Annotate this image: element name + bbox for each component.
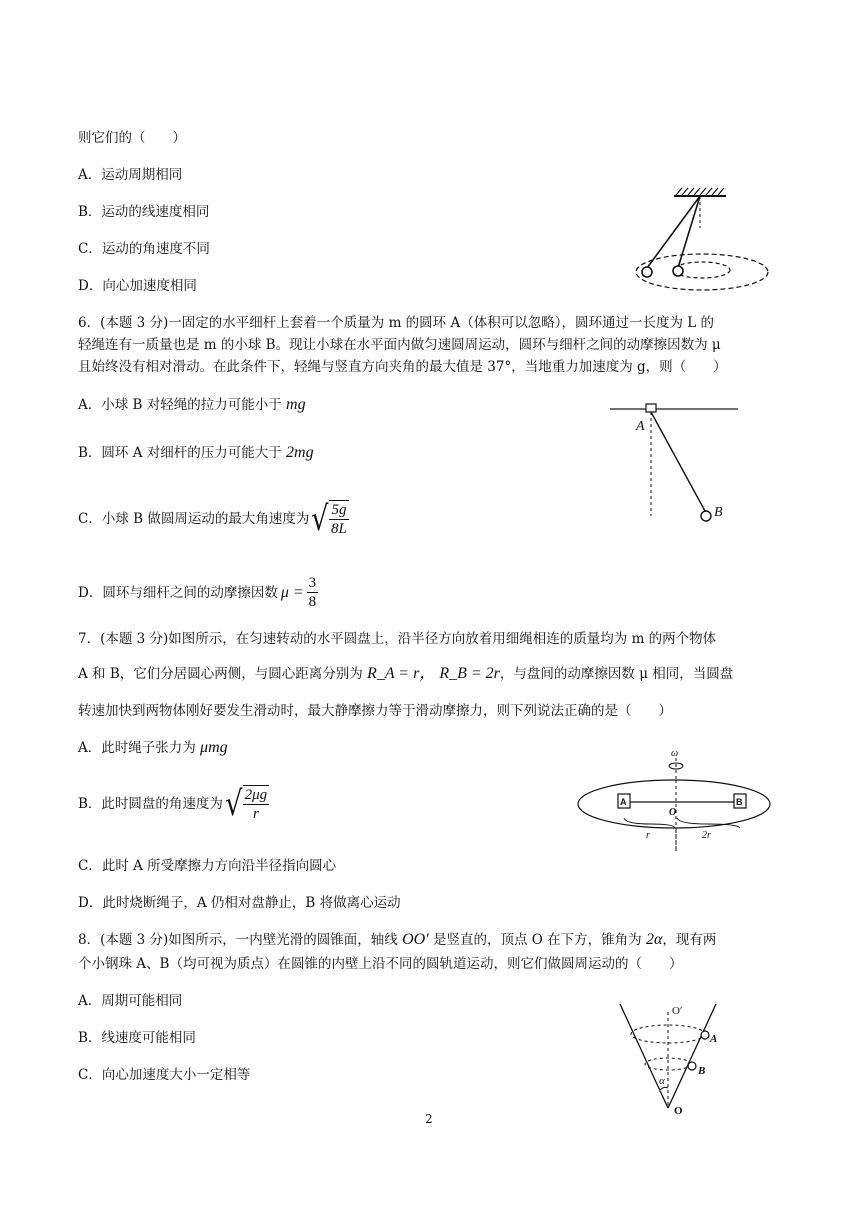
q8-fig-oprime: O′	[672, 1005, 683, 1017]
q6-option-c-den: 8L	[331, 521, 347, 537]
q5-option-d: D．向心加速度相同	[78, 278, 197, 294]
q6-option-d-mu: μ =	[280, 583, 304, 601]
q8-cone-figure	[612, 1005, 732, 1118]
q8-fig-alpha: α	[659, 1075, 665, 1087]
q5-option-c: C．运动的角速度不同	[78, 241, 210, 257]
q7-stem-line2b: ，与盘间的动摩擦因数 μ 相同，当圆盘	[499, 666, 734, 682]
q7-stem-line2-math: R_A = r， R_B = 2r	[367, 665, 500, 682]
q6-stem-line1: 6．(本题 3 分)一固定的水平细杆上套着一个质量为 m 的圆环 A（体积可以忽略），圆环通过一长度为 L 的	[78, 315, 715, 331]
q5-option-b: B．运动的线速度相同	[78, 204, 210, 220]
q8-option-b: B．线速度可能相同	[78, 1030, 196, 1046]
q7-option-a-math: μmg	[200, 739, 228, 756]
q6-fig-label-b: B	[714, 505, 723, 520]
q6-option-a-text: A．小球 B 对轻绳的拉力可能小于	[78, 397, 287, 413]
q6-fig-label-a: A	[636, 419, 645, 434]
q8-stem-line2: 个小钢珠 A、B（均可视为质点）在圆锥的内壁上沿不同的圆轨道运动，则它们做圆周运动的（ ）	[78, 956, 683, 972]
q8-fig-o: O	[674, 1105, 683, 1117]
q6-option-d-den: 8	[308, 594, 317, 610]
q6-option-b	[78, 444, 314, 462]
q7-option-b-den: r	[252, 806, 259, 822]
q8-stem-line1b: 是竖直的，顶点 O 在下方，锥角为	[428, 932, 646, 948]
q6-option-c	[78, 500, 349, 538]
q6-option-a	[78, 396, 306, 414]
q7-option-c: C．此时 A 所受摩擦力方向沿半径指向圆心	[78, 858, 337, 874]
q7-rotating-disk-figure	[574, 740, 774, 852]
q8-stem-line1a: 8．(本题 3 分)如图所示，一内壁光滑的圆锥面，轴线	[78, 932, 403, 948]
q7-option-d: D．此时烧断绳子，A 仍相对盘静止，B 将做离心运动	[78, 895, 401, 911]
q6-option-d-text: D．圆环与细杆之间的动摩擦因数	[78, 584, 278, 601]
q7-option-a	[78, 739, 228, 757]
q7-fig-b: B	[736, 797, 743, 807]
q8-option-a: A．周期可能相同	[78, 993, 183, 1009]
q7-fig-r: r	[646, 830, 650, 841]
q6-stem-line2: 轻绳连有一质量也是 m 的小球 B。现让小球在水平面内做匀速圆周运动，圆环与细杆之间的动摩擦因数为 μ	[78, 337, 721, 353]
q8-fig-b: B	[698, 1065, 706, 1077]
q7-option-b-num: 2μg	[244, 787, 268, 803]
q7-stem-line1: 7．(本题 3 分)如图所示，在匀速转动的水平圆盘上，沿半径方向放着用细绳相连的质量均为 m 的两个物体	[78, 631, 717, 647]
q7-stem-line2a: A 和 B，它们分居圆心两侧，与圆心距离分别为	[78, 666, 368, 682]
q6-stem-line3: 且始终没有相对滑动。在此条件下，轻绳与竖直方向夹角的最大值是 37°，当地重力加速度为 g，则（ ）	[78, 359, 727, 375]
q7-fig-a: A	[620, 797, 627, 807]
q7-option-a-text: A．此时绳子张力为	[78, 740, 201, 756]
q5-tail: 则它们的（ ）	[78, 130, 186, 146]
q8-fig-a: A	[710, 1033, 718, 1045]
q8-stem-line1	[78, 931, 716, 949]
q7-stem-line2	[78, 665, 733, 683]
q6-option-c-num: 5g	[329, 501, 349, 520]
q6-option-c-text: C．小球 B 做圆周运动的最大角速度为	[78, 511, 310, 527]
q6-option-b-math: 2mg	[286, 444, 314, 461]
q6-option-d	[78, 574, 318, 611]
q6-option-c-sqrt: √ $\frac{5g}{8L}$	[311, 499, 347, 539]
q7-fig-2r: 2r	[702, 830, 711, 841]
q5-conical-pendulum-figure	[630, 186, 780, 298]
q7-option-b-sqrt: √ $\frac{2\mu g}{r}$	[225, 784, 268, 824]
q8-stem-line1c: ，现有两	[662, 932, 717, 948]
q6-option-d-num: 3	[308, 575, 317, 591]
q7-fig-o: O	[669, 807, 677, 818]
q5-option-a: A．运动周期相同	[78, 167, 183, 183]
q7-fig-omega: ω	[671, 748, 679, 759]
q8-stem-line1-math: OO′	[402, 931, 429, 948]
q6-ring-ball-figure	[606, 398, 746, 528]
q8-option-c: C．向心加速度大小一定相等	[78, 1067, 251, 1083]
q7-stem-line3: 转速加快到两物体刚好要发生滑动时，最大静摩擦力等于滑动摩擦力，则下列说法正确的是（ ）	[78, 703, 672, 719]
q6-option-a-math: mg	[286, 396, 306, 413]
q7-option-b-text: B．此时圆盘的角速度为	[78, 796, 223, 812]
page-number: 2	[425, 1112, 433, 1126]
q7-option-b	[78, 785, 269, 823]
q8-stem-line1-math2: 2α	[645, 931, 663, 948]
q6-option-b-text: B．圆环 A 对细杆的压力可能大于	[78, 445, 287, 461]
